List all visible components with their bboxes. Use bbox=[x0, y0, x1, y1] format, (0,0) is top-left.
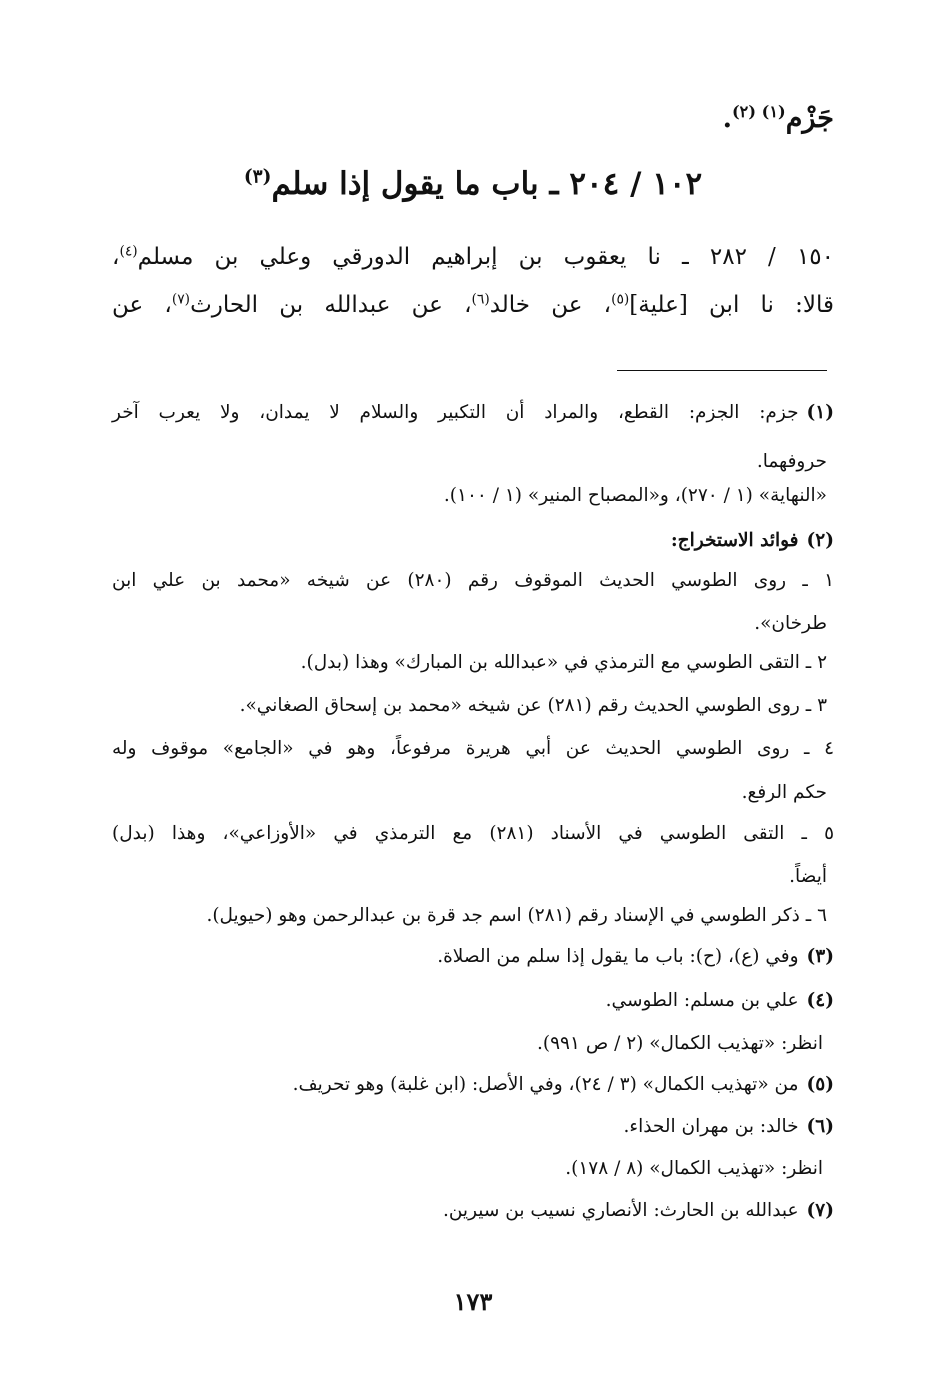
footnote-number: (٥) bbox=[806, 1074, 834, 1095]
footnote-2-item-5-line-2: أيضاً. bbox=[789, 866, 827, 887]
footnote-2-item-5: ٥ ـ التقى الطوسي في الأسناد (٢٨١) مع الترمذي في «الأوزاعي»، وهذا (بدل) bbox=[112, 823, 835, 844]
footnote-refs: (١) (٢) bbox=[731, 102, 786, 121]
footnote-2-item-2: ٢ ـ التقى الطوسي مع الترمذي في «عبدالله بن المبارك» وهذا (بدل). bbox=[300, 652, 827, 673]
hadith-line-2 bbox=[112, 292, 834, 318]
hadith-text: قالا: نا ابن [علية] bbox=[629, 292, 835, 318]
footnote-text: علي بن مسلم: الطوسي. bbox=[605, 990, 799, 1011]
fragment-word: جَزْم bbox=[785, 103, 834, 134]
footnote-2-item-4: ٤ ـ روى الطوسي الحديث عن أبي هريرة مرفوعاً، وهو في «الجامع» موقوف وله bbox=[112, 738, 834, 759]
footnote-text: من «تهذيب الكمال» (٣ / ٢٤)، وفي الأصل: (ابن غلبة) وهو تحريف. bbox=[292, 1074, 799, 1095]
footnote-5 bbox=[293, 1074, 834, 1095]
footnote-4-source: انظر: «تهذيب الكمال» (٢ / ص ٩٩١). bbox=[537, 1033, 823, 1054]
footnote-1-source: «النهاية» (١ / ٢٧٠)، و«المصباح المنير» (١ / ١٠٠). bbox=[443, 485, 827, 506]
hadith-text: ، عن bbox=[112, 292, 172, 318]
footnote-number: (٤) bbox=[806, 990, 834, 1011]
footnote-2-item-4-line-2: حكم الرفع. bbox=[741, 782, 827, 803]
chapter-heading bbox=[0, 166, 946, 202]
footnote-text: عبدالله بن الحارث: الأنصاري نسيب بن سيرين. bbox=[442, 1200, 799, 1221]
footnote-number: (٣) bbox=[806, 946, 834, 967]
hadith-text: ، عن خالد bbox=[489, 292, 612, 318]
footnote-text: وفي (ع)، (ح): باب ما يقول إذا سلم من الصلاة. bbox=[437, 946, 799, 967]
hadith-text: ، عن عبدالله بن الحارث bbox=[190, 292, 472, 318]
footnote-ref: (٧) bbox=[171, 291, 191, 308]
footnote-number: (٦) bbox=[806, 1116, 834, 1137]
footnote-ref: (٥) bbox=[611, 291, 630, 308]
footnote-number: (١) bbox=[806, 402, 834, 423]
footnote-7 bbox=[443, 1200, 834, 1221]
page-number: ١٧٣ bbox=[453, 1287, 493, 1316]
chapter-title: ١٠٢ / ٢٠٤ ـ باب ما يقول إذا سلم bbox=[271, 166, 703, 202]
footnote-number: (٧) bbox=[806, 1200, 834, 1221]
footnote-1-line-2: حروفهما. bbox=[756, 451, 827, 472]
hadith-text: ، bbox=[112, 244, 120, 270]
footnote-text: جزم: الجزم: القطع، والمراد أن التكبير والسلام لا يمدان، ولا يعرب آخر bbox=[112, 402, 799, 423]
footnote-ref: (٦) bbox=[471, 291, 490, 308]
footnote-2-item-1-line-2: طرخان». bbox=[754, 613, 827, 634]
footnote-4 bbox=[606, 990, 834, 1011]
footnote-separator bbox=[617, 370, 827, 371]
hadith-text: ١٥٠ / ٢٨٢ ـ نا يعقوب بن إبراهيم الدورقي وعلي بن مسلم bbox=[137, 244, 834, 270]
footnote-2-item-1: ١ ـ روى الطوسي الحديث الموقوف رقم (٢٨٠) عن شيخه «محمد بن علي ابن bbox=[112, 570, 834, 591]
footnote-2-item-6: ٦ ـ ذكر الطوسي في الإسناد رقم (٢٨١) اسم جد قرة بن عبدالرحمن وهو (حيويل). bbox=[206, 905, 827, 926]
footnote-2 bbox=[671, 530, 834, 551]
continuation-fragment bbox=[723, 103, 834, 134]
hadith-line-1 bbox=[112, 244, 834, 270]
footnote-1 bbox=[112, 402, 834, 423]
footnote-6 bbox=[623, 1116, 834, 1137]
footnote-2-item-3: ٣ ـ روى الطوسي الحديث رقم (٢٨١) عن شيخه «محمد بن إسحاق الصغاني». bbox=[239, 695, 827, 716]
footnote-heading: فوائد الاستخراج: bbox=[670, 530, 799, 551]
chapter-footnote-ref: (٣) bbox=[243, 166, 272, 188]
footnote-text: خالد: بن مهران الحذاء. bbox=[623, 1116, 799, 1137]
fragment-period: . bbox=[722, 103, 732, 134]
footnote-3 bbox=[437, 946, 834, 967]
footnote-number: (٢) bbox=[806, 530, 834, 551]
footnote-ref: (٤) bbox=[119, 243, 138, 260]
footnote-6-source: انظر: «تهذيب الكمال» (٨ / ١٧٨). bbox=[565, 1158, 823, 1179]
